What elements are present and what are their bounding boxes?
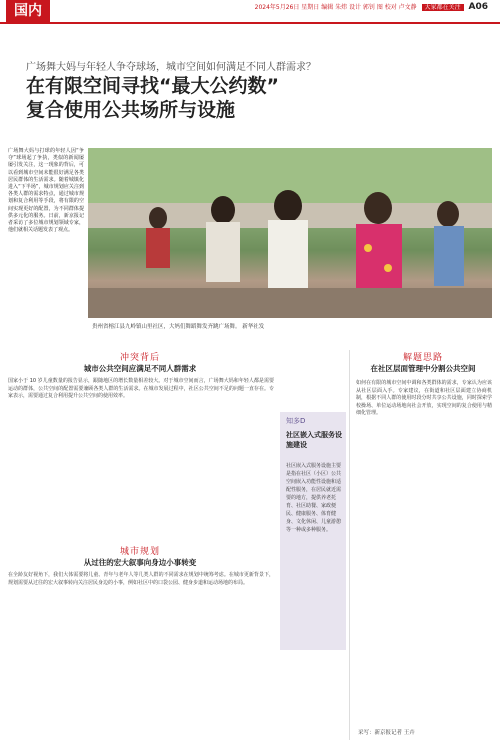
headline-line-1: 在有限空间寻找“最大公约数”: [26, 75, 279, 97]
hot-tag: 大家都在关注: [422, 4, 464, 11]
section-3-header: [352, 350, 494, 374]
headline-line-2: 复合使用公共场所与设施: [26, 99, 236, 121]
section-2-label: 城市规划: [119, 547, 160, 557]
masthead: [255, 2, 488, 12]
section-3-label: 解题思路: [402, 353, 443, 363]
sidebar-box: [280, 412, 346, 650]
sidebar-title: 社区嵌入式服务设施建设: [286, 431, 342, 449]
section-1-header: [6, 350, 274, 374]
section-tag: 国内: [6, 0, 50, 22]
section-1-label: 冲突背后: [119, 353, 160, 363]
section-3-body: 如何在有限的城市空间中调和各类群体的需求，专家认为应该从社区层面入手。专家建议，在街道和社区层面建立协商机制，根据不同人群的使用时段分时共享公共设施，同时探索学校操场、单位运动场地向社会开放，实现空间的复合使用与精细化管理。: [356, 380, 492, 417]
photo-illustration: [88, 148, 492, 318]
sidebar-body: 社区嵌入式服务设施主要是指在社区（小区）公共空间嵌入功能性设施和适配性服务，在居民就近需要的地方，提供养老托育、社区助餐、家政便民、健康服务、体育健身、文化休闲、儿童游憩等一种或多种服务。: [286, 463, 342, 533]
section-1-body: 国家小于 10 岁儿童数量的报告显示，跟随地区的增长数量相差较大。对于城市空间而言，广场舞大妈和年轻人都是需要运动的群体，公共空间的配置需要兼顾各类人群的生活需求。在城市发展过程中，社区公共空间不足的问题一直存在。专家表示，需要通过复合利用提升公共空间的使用效率。: [8, 378, 274, 400]
photo-caption: 贵州省榕江县九岭镇山里社区，大妈们舞蹈舞发齐跳广场舞。 新华社发: [92, 324, 265, 330]
article-headline: [26, 74, 486, 122]
section-3-title: 在社区层面管理中分割公共空间: [370, 364, 476, 373]
lead-paragraph: 广场舞大妈与打球的年轻人因“争夺”球场起了争执，类似的新闻屡屡引发关注，这一现象的背后，可以看到城市空间未能很好满足各类居民群体的生活需求。随着城镇化进入“下半场”，城市规划应关注到各类人群的需求特点，通过城市规划和复合利用等手段，将有限的空间实现更好的配置，为不同群体提供多元化的服务。日前，新京报记者采访了多位城市规划领域专家，他们就相关话题发表了观点。: [8, 148, 84, 234]
byline: 采写：新京报记者 王卉: [358, 730, 415, 736]
section-2-header: [6, 544, 274, 568]
news-photo: [88, 148, 492, 318]
section-1-title: 城市公共空间应满足不同人群需求: [83, 364, 197, 373]
section-2-title: 从过往的宏大叙事向身边小事转变: [83, 558, 197, 567]
article-kicker: 广场舞大妈与年轻人争夺球场，城市空间如何满足不同人群需求？: [26, 62, 316, 73]
section-2-body: 在全龄友好视角下，我们大体需要将儿童、青年与老年人等几类人群的不同需求在规划中统筹考虑。在城市更新背景下，规划需要从过往的宏大叙事转向关注居民身边的小事，例如社区中的口袋公园、健身步道和运动场地的布局。: [8, 572, 274, 586]
page-number: A06: [468, 2, 488, 12]
header-rule: [0, 22, 500, 24]
page-header: [0, 0, 500, 24]
sidebar-kicker: 知多D: [286, 417, 306, 425]
date-line: 2024年5月26日 星期日 编辑 朱炜 设计 郭钊 图 校对 卢文静: [254, 4, 417, 11]
column-divider: [349, 350, 350, 740]
